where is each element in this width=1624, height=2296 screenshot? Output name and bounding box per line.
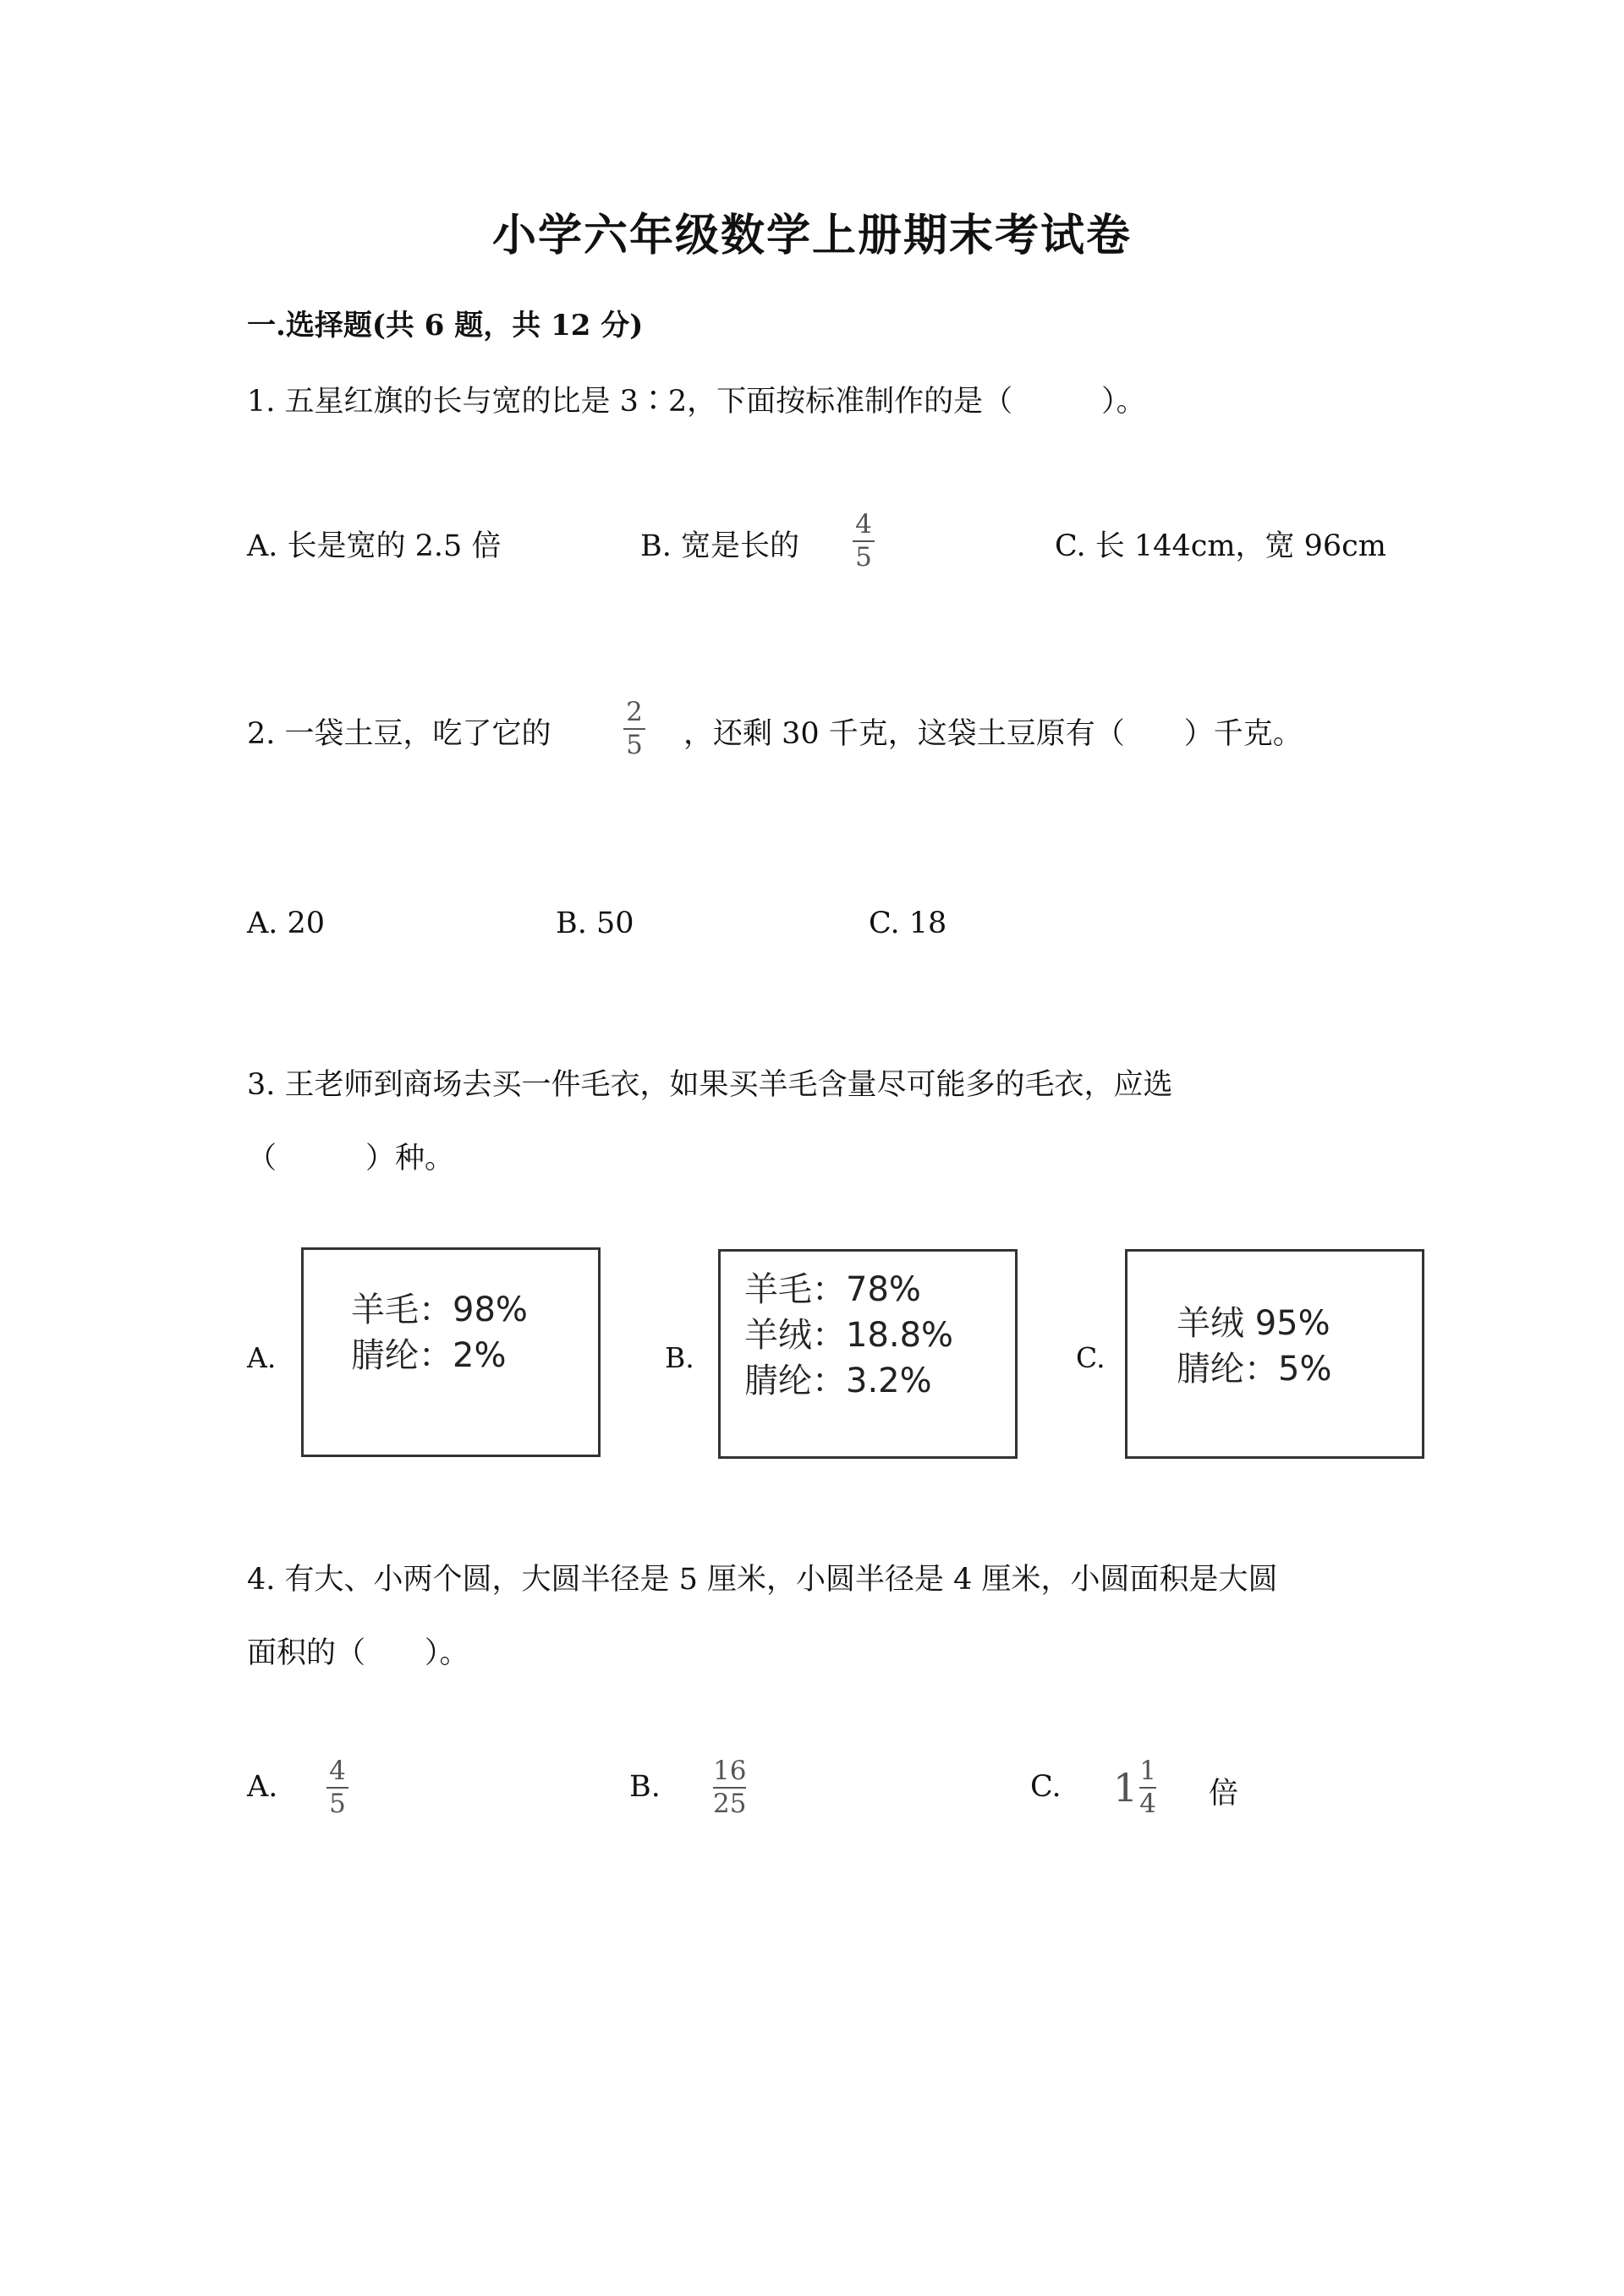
question-3-stem-line2: （ ）种。 — [247, 1142, 455, 1175]
question-3-option-b-label: B. — [665, 1341, 694, 1374]
question-2-option-a: A. 20 — [247, 907, 326, 940]
mixed-number-whole: 1 — [1113, 1764, 1138, 1811]
question-4-option-b-fraction — [713, 1757, 746, 1817]
question-3-option-b-box — [718, 1249, 1018, 1459]
fabric-content-line: 羊毛：98% — [351, 1290, 528, 1329]
question-1-option-b-fraction — [853, 511, 875, 571]
question-2-stem-end: ，还剩 30 千克，这袋土豆原有（ ）千克。 — [683, 717, 1303, 751]
section-heading: 一.选择题(共 6 题，共 12 分) — [247, 309, 644, 342]
question-1-option-c: C. 长 144cm，宽 96cm — [1055, 529, 1386, 563]
fraction-numerator: 1 — [1139, 1756, 1157, 1786]
question-3-option-c-box — [1125, 1249, 1424, 1459]
fraction-numerator: 4 — [329, 1756, 346, 1786]
question-2-option-c: C. 18 — [869, 907, 947, 940]
fabric-content-line: 腈纶：2% — [351, 1336, 507, 1375]
fraction-denominator: 4 — [1139, 1788, 1157, 1819]
question-4-option-c-suffix: 倍 — [1209, 1777, 1239, 1811]
fraction-denominator: 5 — [855, 541, 872, 573]
question-2-option-b: B. 50 — [556, 907, 634, 940]
mixed-number-fraction — [1139, 1757, 1156, 1817]
question-4-option-a-fraction — [326, 1757, 348, 1817]
question-3-option-a-label: A. — [247, 1341, 277, 1374]
question-1-stem: 1. 五星红旗的长与宽的比是 3∶2，下面按标准制作的是（ ）。 — [247, 385, 1146, 419]
fraction-numerator: 4 — [855, 509, 872, 540]
question-3-option-a-box — [301, 1247, 601, 1457]
question-4-stem-line2: 面积的（ ）。 — [247, 1636, 469, 1670]
question-3-option-c-label: C. — [1076, 1341, 1106, 1374]
question-2-stem-start: 2. 一袋土豆，吃了它的 — [247, 717, 551, 751]
page-title: 小学六年级数学上册期末考试卷 — [491, 210, 1132, 261]
question-4-stem-line1: 4. 有大、小两个圆，大圆半径是 5 厘米，小圆半径是 4 厘米，小圆面积是大圆 — [247, 1563, 1278, 1597]
fabric-content-line: 羊绒 95% — [1177, 1304, 1330, 1343]
fraction-numerator: 16 — [713, 1756, 747, 1786]
question-4-option-c-mixed-number — [1113, 1757, 1156, 1817]
question-1-option-b: B. 宽是长的 — [640, 529, 799, 563]
fabric-content-line: 腈纶：5% — [1177, 1350, 1332, 1389]
question-4-option-a: A. — [247, 1770, 278, 1804]
fraction-denominator: 25 — [713, 1788, 747, 1819]
question-2-fraction — [623, 699, 645, 759]
fabric-content-line: 腈纶：3.2% — [744, 1362, 932, 1400]
fraction-numerator: 2 — [626, 697, 643, 727]
question-3-stem-line1: 3. 王老师到商场去买一件毛衣，如果买羊毛含量尽可能多的毛衣，应选 — [247, 1068, 1173, 1102]
question-1-option-a: A. 长是宽的 2.5 倍 — [247, 529, 502, 563]
question-4-option-b: B. — [629, 1770, 661, 1804]
fraction-denominator: 5 — [626, 729, 643, 760]
fabric-content-line: 羊绒：18.8% — [744, 1316, 954, 1355]
fabric-content-line: 羊毛：78% — [744, 1270, 921, 1309]
question-4-option-c: C. — [1030, 1770, 1062, 1804]
fraction-denominator: 5 — [329, 1788, 346, 1819]
